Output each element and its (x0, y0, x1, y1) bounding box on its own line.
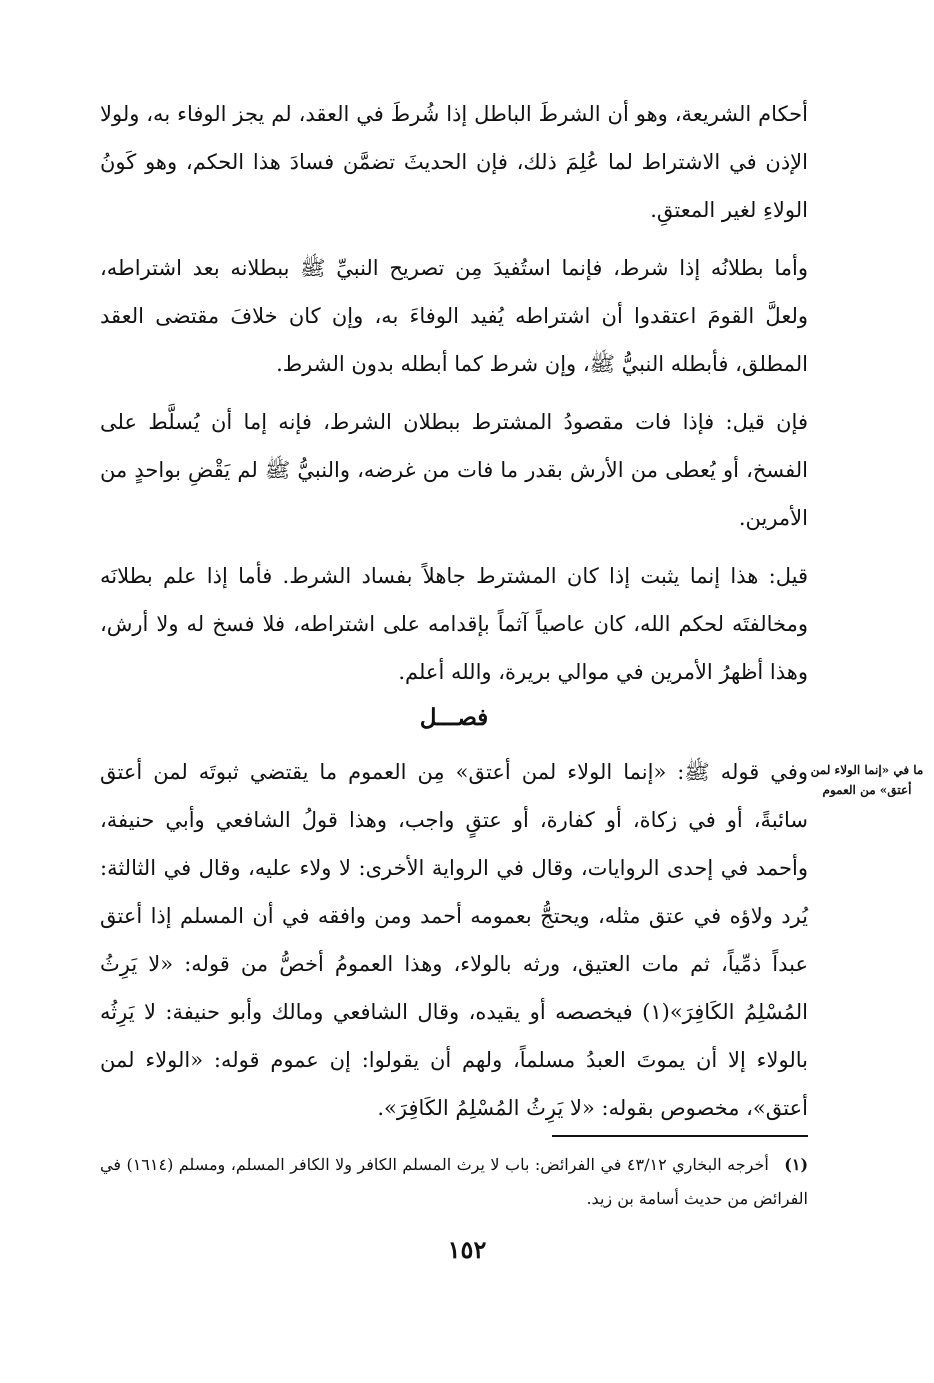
paragraph-1: أحكام الشريعة، وهو أن الشرطَ الباطل إذا شُرطَ في العقد، لم يجز الوفاء به، ولولا الإذن في الاشتراط لما عُلِمَ ذلك، فإن الحديثَ تضمَّن فسادَ هذا الحكم، وهو كَونُ الولاءِ لغير المعتقِ. (100, 102, 808, 222)
page-number: ١٥٢ (447, 1235, 487, 1264)
paragraph-3: فإن قيل: فإذا فات مقصودُ المشترط ببطلان الشرط، فإنه إما أن يُسلَّط على الفسخ، أو يُعطى من الأرش بقدر ما فات من غرضه، والنبيُّ ﷺ لم يَقْضِ بواحدٍ من الأمرين. (100, 410, 808, 530)
footnote-marker: (١) (784, 1155, 809, 1174)
paragraph-2: وأما بطلانُه إذا شرط، فإنما استُفيدَ مِن تصريح النبيِّ ﷺ ببطلانه بعد اشتراطه، ولعلَّ القومَ اعتقدوا أن اشتراطه يُفيد الوفاءَ به، وإن كان خلافَ مقتضى العقد المطلق، فأبطله النبيُّ ﷺ، وإن شرط كما أبطله بدون الشرط. (100, 256, 808, 376)
paragraph-after-heading: وفي قوله ﷺ: «إنما الولاء لمن أعتق» مِن العموم ما يقتضي ثبوتَه لمن أعتق سائبةً، أو في زكاة، أو كفارة، أو عتقٍ واجب، وهذا قولُ الشافعي وأبي حنيفة، وأحمد في إحدى الروايات، وقال في الرواية الأخرى: لا ولاء عليه، وقال في الثالثة: يُرد ولاؤه في عتق مثله، ويحتجُّ بعمومه أحمد ومن وافقه في أن المسلم إذا أعتق عبداً ذمِّياً، ثم مات العتيق، ورثه بالولاء، وهذا العمومُ أخصُّ من قوله: «لا يَرِثُ المُسْلِمُ الكَافِرَ»(١) فيخصصه أو يقيده، وقال الشافعي ومالك وأبو حنيفة: لا يَرِثُه بالولاء إلا أن يموتَ العبدُ مسلماً، ولهم أن يقولوا: إن عموم قوله: «الولاء لمن أعتق»، مخصوص بقوله: «لا يَرِثُ المُسْلِمُ الكَافِرَ». (100, 760, 808, 1120)
footnote (100, 1148, 808, 1216)
margin-note: ما في «إنما الولاء لمن أعتق» من العموم (810, 763, 924, 797)
footnote-text: أخرجه البخاري ٤٣/١٢ في الفرائض: باب لا يرث المسلم الكافر ولا الكافر المسلم، ومسلم (١٦١٤) في الفرائض من حديث أسامة بن زيد. (100, 1155, 808, 1208)
section-heading: فصـــل (419, 704, 489, 731)
paragraph-4: قيل: هذا إنما يثبت إذا كان المشترط جاهلاً بفساد الشرط. فأما إذا علم بطلانَه ومخالفتَه لحكم الله، كان عاصياً آثماً بإقدامه على اشتراطه، فلا فسخ له ولا أرش، وهذا أظهرُ الأمرين في موالي بريرة، والله أعلم. (100, 564, 808, 684)
footnote-divider (552, 1135, 808, 1137)
